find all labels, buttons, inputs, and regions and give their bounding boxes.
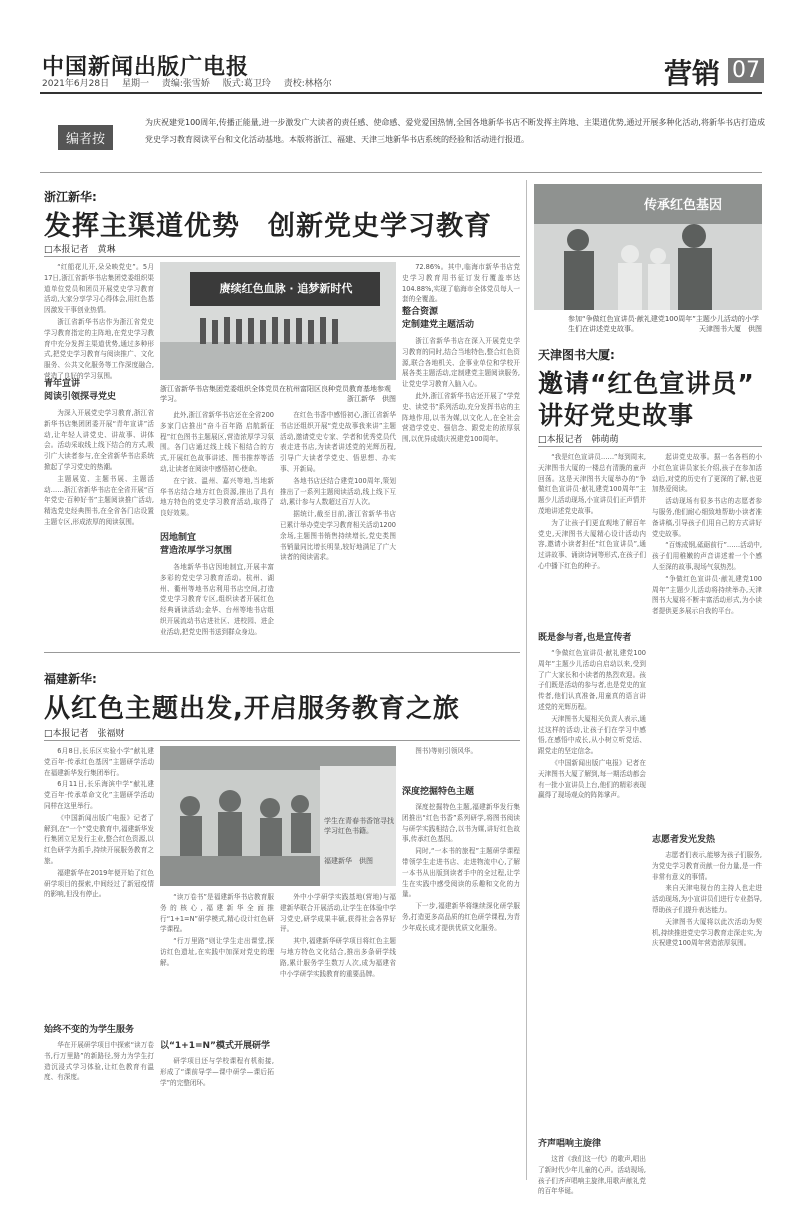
article1-col4b: 浙江省新华书店在深入开展党史学习教育的同时,结合当地特色,整合红色资源,联合各地机关、企事业单位和学校开展各类主题活动,定制建党主题阅读服务,让党史学习教育入脑入心。 此外,浙江省新华书店还开展了“学党史、读党书”系列活动,充分发挥书店的主阵地作用,以书为媒,以文化人,在全社会营造学党史、强信念、跟党走的浓厚氛围,以优异成绩庆祝建党100周年。 bbox=[402, 337, 520, 444]
article2-subhead-3: 深度挖掘特色主题 bbox=[402, 787, 475, 797]
article1-photo bbox=[160, 262, 396, 380]
article1-kicker: 浙江新华: bbox=[44, 190, 97, 204]
page-number: 07 bbox=[728, 58, 764, 83]
article1-col4: 72.86%。其中,临海市新华书店党史学习教育用书征订发行覆盖率达104.88%,实现了临海市全体党员每人一套的全覆盖。 bbox=[402, 263, 520, 304]
note-rule bbox=[40, 172, 762, 173]
issue-weekday: 星期一 bbox=[121, 79, 149, 89]
article1-subhead-2: 因地制宜 营造浓厚学习氛围 bbox=[160, 533, 233, 556]
article2-headline: 从红色主题出发,开启服务教育之旅 bbox=[44, 694, 460, 724]
column-divider bbox=[526, 180, 527, 1180]
article3-headline-2: 讲好党史故事 bbox=[538, 401, 695, 430]
editor-note-text: 为庆祝建党100周年,传播正能量,进一步激发广大读者的责任感、使命感、爱党爱国热情,全国各地新华书店不断发挥主阵地、主渠道优势,通过开展多种化活动,将新华书店打造成党史学习教育阅读平台和文化活动基地。本版将浙江、福建、天津三地新华书店系统的经验和活动进行报道。 bbox=[145, 118, 765, 144]
article1-photo-credit: 浙江新华 供图 bbox=[347, 395, 396, 403]
article2-col1: 6月8日,长乐区实验小学“献礼建党百年·传承红色基因”主题研学活动在福建新华发行集团举行。 6月11日,长乐海滨中学“献礼建党百年·传承革命文化”主题研学活动同样在这里举行。 《中国新闻出版广电报》记者了解到,在“一个”党史教育中,福建新华发行集团立足发行主业,整合红色资源,以红色研学为抓手,持续开展服务教育之旅。 福建新华在2019年便开始了红色研学项目的探索,中间经过了新冠疫情的影响,但没有停止。 bbox=[44, 747, 154, 899]
article3-subhead-3: 齐声唱响主旋律 bbox=[538, 1139, 602, 1149]
article2-subhead-1: 始终不变的为学生服务 bbox=[44, 1025, 135, 1035]
article1-headline: 发挥主渠道优势 创新党史学习教育 bbox=[44, 211, 492, 242]
article1-byline: □本报记者 黄琳 bbox=[44, 245, 116, 255]
article3-subhead-1: 既是参与者,也是宣传者 bbox=[538, 633, 632, 643]
article3-kicker: 天津图书大厦: bbox=[538, 348, 615, 362]
article1-col2b: 各地新华书店因地制宜,开展丰富多彩的党史学习教育活动。杭州、湖州、衢州等地书店利用书店空间,打造党史学习教育专区,组织读者开展红色经典诵读活动;金华、台州等地书店组织开展流动书店进社区、进校园、进企业活动,把党史图书送到群众身边。 bbox=[160, 563, 274, 636]
article2-col4: 深度挖掘特色主题,福建新华发行集团推出“红色书香”系列研学,将图书阅读与研学实践相结合,以书为媒,讲好红色故事,传承红色基因。 同时,“一本书的旅程”主题研学课程带领学生走进书店、走进物流中心,了解一本书从出版到读者手中的全过程,让学生在实践中感受阅读的乐趣和文化的力量。 下一步,福建新华将继续深化研学服务,打造更多高品质的红色研学课程,为青少年成长成才提供优质文化服务。 bbox=[402, 803, 520, 932]
article2-byline: □本报记者 张福财 bbox=[44, 729, 125, 739]
article3-photo-credit: 天津图书大厦 供图 bbox=[699, 325, 762, 333]
article2-kicker: 福建新华: bbox=[44, 672, 97, 686]
article1-photo-banner: 赓续红色血脉 · 追梦新时代 bbox=[219, 282, 353, 295]
article2-col1-cont: 华在开展研学项目中探索“读万卷书,行万里路”的新路径,努力为学生打造沉浸式学习体验,让红色教育有温度、有深度。 bbox=[44, 1041, 154, 1082]
article2-col3: 外中小学研学实践基地(营地)与福建新华联合开展活动,让学生在体验中学习党史,研学成果丰硕,获得社会各界好评。 其中,福建新华研学项目将红色主题与地方特色文化结合,推出多条研学线路,累计服务学生数万人次,成为福建省中小学研学实践教育的重要品牌。 bbox=[280, 893, 396, 978]
article1-col1: “红船花儿开,朵朵映党史”。5月17日,浙江省新华书店集团党委组织渠道单位党员和团员开展党史学习教育活动,大家分享学习心得体会,用红色基因激发干事创业热情。 浙江省新华书店作为浙江省党史学习教育指定的主阵地,在党史学习教育中充分发挥主渠道优势,通过多种形式,把党史学习教育与阅读推广、文化服务、公共文化服务等工作深度融合,营造了良好的学习氛围。 bbox=[44, 263, 154, 380]
article3-headline-1: 邀请“红色宣讲员” bbox=[538, 369, 755, 398]
article1-subhead-3: 整合资源 定制建党主题活动 bbox=[402, 307, 475, 330]
article2-photo-caption: 学生在青春书香馆寻找学习红色书籍。 bbox=[324, 817, 394, 835]
article2-photo bbox=[160, 746, 396, 886]
article2-col2: “读万卷书”是福建新华书店教育服务的核心,福建新华全面推行“1+1=N”研学模式,精心设计红色研学课程。 “行万里路”则让学生走出课堂,探访红色遗址,在实践中加深对党史的理解。 bbox=[160, 893, 274, 967]
article1-subhead-1: 青年宣讲 阅读引领探寻党史 bbox=[44, 379, 117, 402]
article3-rule bbox=[538, 446, 762, 447]
article3-col1b: “争做红色宣讲员·献礼建党100周年”主题少儿活动自启动以来,受到了广大家长和小读者的热烈欢迎。孩子们既是活动的参与者,也是党史的宣传者,他们认真准备,用童真的语言讲述党的光辉历程。 天津图书大厦相关负责人表示,通过这样的活动,让孩子们在学习中感悟,在感悟中成长,从小树立听党话、跟党走的坚定信念。 《中国新闻出版广电报》记者在天津图书大厦了解到,每一期活动都会有一批小宣讲员上台,他们的精彩表现赢得了现场观众的阵阵掌声。 bbox=[538, 649, 646, 800]
issue-info bbox=[42, 76, 342, 89]
article3-col1: “我是红色宣讲员……”每到周末,天津图书大厦的一楼总有清脆的童声回荡。这是天津图书大厦举办的“争做红色宣讲员·献礼建党100周年”主题少儿活动现场,小宣讲员们正声情并茂地讲述党史故事。 为了让孩子们更直观地了解百年党史,天津图书大厦精心设计活动内容,邀请小读者担任“红色宣讲员”,通过讲故事、诵读诗词等形式,在孩子们心中播下红色的种子。 bbox=[538, 453, 646, 570]
article3-photo-banner: 传承红色基因 bbox=[644, 198, 723, 213]
article3-subhead-2: 志愿者发光发热 bbox=[652, 835, 716, 845]
layout-credit: 版式:葛卫玲 bbox=[222, 79, 271, 89]
masthead: 中国新闻出版广电报 bbox=[42, 54, 250, 80]
article3-col2b: 志愿者们表示,能够为孩子们服务,为党史学习教育贡献一份力量,是一件非常有意义的事情。 来自天津电视台的主持人也走进活动现场,为小宣讲员们进行专业指导,帮助孩子们提升表达能力。 天津图书大厦将以此次活动为契机,持续推进党史学习教育走深走实,为庆祝建党100周年营造浓厚氛围。 bbox=[652, 851, 762, 948]
article2-rule bbox=[44, 740, 520, 741]
article2-col2b: 研学项目还与学校课程有机衔接,形成了“课前导学—课中研学—课后拓学”的完整闭环。 bbox=[160, 1057, 274, 1087]
article1-rule bbox=[44, 256, 520, 257]
article1-col1b: 为深入开展党史学习教育,浙江省新华书店集团团委开展“青年宣讲”活动,让年轻人讲党史、讲故事、讲体会。活动采取线上线下结合的方式,吸引广大读者参与,在全省新华书店系统掀起了学习党史的热潮。 主题展览、主题书展、主题活动……浙江省新华书店在全省开展“百年党史·百种好书”主题阅读推广活动,精选党史经典图书,在全省各门店设置主题专区,形成浓厚的阅读氛围。 bbox=[44, 409, 154, 526]
article1-col3: 在红色书香中感悟初心,浙江省新华书店还组织开展“党史故事我来讲”主题活动,邀请党史专家、学者和优秀党员代表走进书店,为读者讲述党的光辉历程,引导广大读者学党史、悟思想、办实事、开新局。 各地书店还结合建党100周年,策划推出了一系列主题阅读活动,线上线下互动,累计参与人数超过百万人次。 据统计,截至目前,浙江省新华书店已累计举办党史学习教育相关活动1200余场,主题图书销售持续增长,党史类图书销量同比增长明显,较好地满足了广大读者的阅读需求。 bbox=[280, 411, 396, 562]
article3-col2: 起讲党史故事。据一名各档的小小红色宣讲员家长介绍,孩子在参加活动后,对党的历史有了更深的了解,也更加热爱阅读。 活动现场有很多书店的志愿者参与服务,他们耐心细致地帮助小读者准备讲稿,引导孩子们用自己的方式讲好党史故事。 “百炼成钢,砥砺前行”……活动中,孩子们用稚嫩的声音讲述着一个个感人至深的故事,现场气氛热烈。 “争做红色宣讲员·献礼建党100周年”主题少儿活动将持续举办,天津图书大厦将不断丰富活动形式,为小读者提供更多展示自我的平台。 bbox=[652, 453, 762, 616]
article3-photo-caption: 参加“争做红色宣讲员·献礼建党100周年”主题少儿活动的小学生们在讲述党史故事。 天津图书大厦 供图 bbox=[568, 315, 762, 333]
article2-photo-credit: 福建新华 供图 bbox=[324, 857, 373, 865]
article3-photo bbox=[534, 184, 762, 310]
header-rule bbox=[40, 92, 762, 94]
editor-note-label: 编者按 bbox=[58, 125, 113, 150]
article3-byline: □本报记者 韩萌萌 bbox=[538, 435, 619, 445]
article-divider bbox=[44, 652, 520, 653]
proof-credit: 责校:林格尔 bbox=[283, 79, 332, 89]
issue-date: 2021年6月28日 bbox=[42, 79, 110, 89]
editor-credit: 责编:张雪娇 bbox=[161, 79, 210, 89]
article1-photo-caption: 浙江省新华书店集团党委组织全体党员在杭州富阳区良种党员教育基地参观学习。 浙江新华 供图 bbox=[160, 385, 396, 403]
article3-col1c: 这首《我们这一代》的歌声,唱出了新时代少年儿童的心声。活动现场,孩子们齐声唱响主旋律,用歌声献礼党的百年华诞。 bbox=[538, 1155, 646, 1196]
article2-col4-top: 图书)等则引领风华。 bbox=[415, 747, 478, 755]
article2-subhead-2: 以“1+1=N”模式开展研学 bbox=[160, 1041, 270, 1051]
article1-col2: 此外,浙江省新华书店还在全省200多家门店推出“奋斗百年路 启航新征程”红色图书主题展区,营造浓厚学习氛围。各门店通过线上线下相结合的方式,开展红色故事讲述、图书推荐等活动,让读者在阅读中感悟初心使命。 在宁波、温州、嘉兴等地,当地新华书店结合地方红色资源,推出了具有地方特色的党史学习教育活动,取得了良好效果。 bbox=[160, 411, 274, 518]
section-title: 营销 bbox=[664, 57, 721, 90]
